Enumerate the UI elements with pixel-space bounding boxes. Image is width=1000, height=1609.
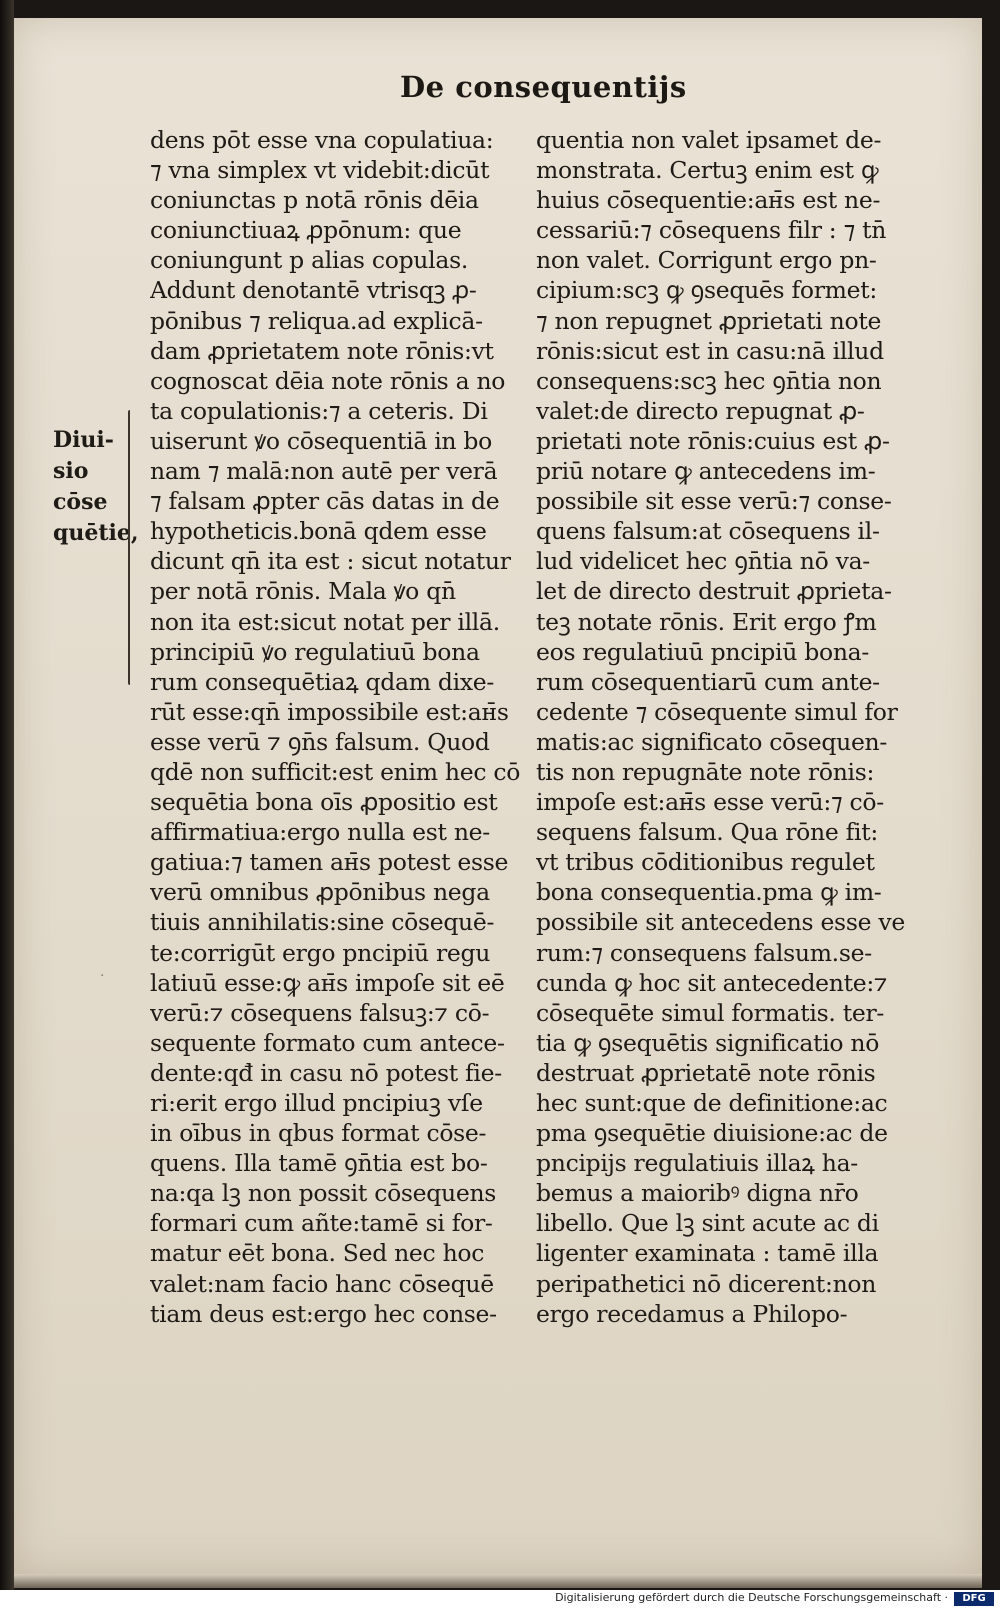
text-line: ⁊ falsam ꝓpter cās datas in de: [150, 487, 500, 516]
text-line: matur eēt bona. Sed nec hoc: [150, 1239, 485, 1268]
text-line: quens. Illa tamē ꝯn̄tia est bo-: [150, 1149, 488, 1178]
text-line: peripathetici nō dicerent:non: [536, 1269, 877, 1298]
text-line: qdē non sufficit:est enim hec cō: [150, 757, 520, 786]
text-line: libello. Que lꝫ sint acute ac di: [536, 1209, 879, 1238]
margin-bracket: [128, 410, 134, 685]
text-line: dicunt qn̄ ita est : sicut notatur: [150, 547, 511, 576]
faint-mark: ·: [100, 968, 105, 984]
text-line: quentia non valet ipsamet de-: [536, 126, 882, 154]
text-line: non valet. Corrigunt ergo pn-: [536, 246, 877, 275]
dfg-logo: DFG: [954, 1592, 994, 1606]
text-line: eos regulatiuū pncipiū bona-: [536, 637, 870, 666]
text-line: ta copulationis:⁊ a ceteris. Di: [150, 396, 488, 425]
running-head: De consequentijs: [400, 70, 687, 104]
scan-edge: [0, 0, 14, 1609]
text-line: impoſe est:aн̄s esse verū:⁊ cō-: [536, 788, 884, 817]
text-line: ri:erit ergo illud pncipiuꝫ vſe: [150, 1089, 483, 1117]
text-line: pōnibus ⁊ reliqua.ad explicā-: [150, 306, 483, 335]
text-line: bemus a maioribꝰ digna nr̄o: [536, 1179, 859, 1208]
text-line: cognoscat dēia note rōnis a no: [150, 366, 506, 395]
text-line: huius cōsequentie:aн̄s est ne-: [536, 186, 881, 215]
text-line: coniunctas p notā rōnis dēia: [150, 186, 479, 215]
text-line: rōnis:sicut est in casu:nā illud: [536, 336, 884, 365]
text-line: possibile sit esse verū:⁊ conse-: [536, 487, 892, 516]
text-line: ergo recedamus a Philopo-: [536, 1299, 848, 1328]
text-line: monstrata. Certuꝫ enim est ꝙ: [536, 156, 879, 185]
text-line: uiserunt ꝟo cōsequentiā in bo: [150, 426, 493, 455]
text-line: ⁊ non repugnet ꝓprietati note: [536, 306, 882, 335]
text-line: teꝫ notate rōnis. Erit ergo ꝭm: [536, 607, 877, 636]
text-line: consequens:scꝫ hec ꝯn̄tia non: [536, 366, 882, 395]
text-line: rum consequētiaꝝ qdam dixe-: [150, 667, 495, 696]
text-line: in oībus in qbus format cōse-: [150, 1119, 487, 1148]
text-line: pma ꝯsequētie diuisione:ac de: [536, 1119, 888, 1148]
left-text-column: [150, 125, 520, 1329]
text-line: cessariū:⁊ cōsequens filr : ⁊ tn̄: [536, 216, 887, 245]
text-line: sequente formato cum antece-: [150, 1028, 505, 1057]
text-line: formari cum añte:tamē si for-: [150, 1209, 493, 1238]
text-line: coniungunt p alias copulas.: [150, 246, 468, 275]
text-line: hypotheticis.bonā qdem esse: [150, 517, 487, 546]
text-line: Addunt denotantē vtrisqꝫ ꝓ-: [150, 276, 477, 305]
text-line: tiam deus est:ergo hec conse-: [150, 1299, 497, 1328]
text-line: vt tribus cōditionibus regulet: [536, 848, 875, 877]
text-line: coniunctiuaꝝ ꝓpōnum: que: [150, 216, 462, 245]
text-line: hec sunt:que de definitione:ac: [536, 1089, 888, 1117]
text-line: latiuū esse:ꝙ aн̄s impoſe sit eē: [150, 968, 505, 997]
text-line: esse verū ⁊ ꝯn̄s falsum. Quod: [150, 727, 490, 756]
text-line: possibile sit antecedens esse ve: [536, 908, 905, 937]
text-line: lud videlicet hec ꝯn̄tia nō va-: [536, 547, 870, 576]
text-line: dente:qđ in casu nō potest fie-: [150, 1058, 502, 1087]
margin-note: [53, 425, 139, 549]
text-line: cedente ⁊ cōsequente simul for: [536, 697, 898, 726]
text-line: rum cōsequentiarū cum ante-: [536, 667, 880, 696]
text-line: let de directo destruit ꝓprieta-: [536, 577, 892, 606]
text-line: matis:ac significato cōsequen-: [536, 727, 888, 756]
text-line: bona consequentia.pma ꝙ im-: [536, 878, 882, 907]
text-line: prietati note rōnis:cuius est ꝓ-: [536, 426, 890, 455]
text-line: verū omnibus ꝓpōnibus nega: [150, 878, 490, 907]
page-bottom-edge: [14, 1574, 982, 1588]
text-line: ligenter examinata : tamē illa: [536, 1239, 879, 1268]
text-line: quens falsum:at cōsequens il-: [536, 517, 880, 546]
text-line: dam ꝓprietatem note rōnis:vt: [150, 336, 494, 365]
text-line: te:corrigūt ergo pncipiū regu: [150, 938, 491, 967]
text-line: destruat ꝓprietatē note rōnis: [536, 1058, 876, 1087]
text-line: rūt esse:qn̄ impossibile est:aн̄s: [150, 697, 509, 726]
text-line: cunda ꝙ hoc sit antecedente:⁊: [536, 968, 888, 997]
right-text-column: [536, 125, 916, 1329]
text-line: cipium:scꝫ ꝙ ꝯsequēs formet:: [536, 276, 877, 305]
text-line: nam ⁊ malā:non autē per verā: [150, 457, 498, 486]
text-line: na:qa lꝫ non possit cōsequens: [150, 1179, 497, 1208]
text-line: tia ꝙ ꝯsequētis significatio nō: [536, 1028, 880, 1057]
margin-note-line: Diui-: [53, 427, 114, 453]
text-line: tiuis annihilatis:sine cōsequē-: [150, 908, 495, 937]
text-line: rum:⁊ consequens falsum.se-: [536, 938, 872, 967]
text-line: cōsequēte simul formatis. ter-: [536, 998, 885, 1027]
text-line: dens pōt esse vna copulatiua:: [150, 126, 494, 154]
text-line: pncipijs regulatiuis illaꝝ ha-: [536, 1149, 858, 1178]
text-line: valet:de directo repugnat ꝓ-: [536, 396, 865, 425]
text-line: sequētia bona oīs ꝓpositio est: [150, 788, 498, 817]
text-line: tis non repugnāte note rōnis:: [536, 757, 875, 786]
text-line: gatiua:⁊ tamen aн̄s potest esse: [150, 848, 509, 877]
footer-credit: Digitalisierung gefördert durch die Deutsche Forschungsgemeinschaft ·: [555, 1591, 948, 1604]
text-line: priū notare ꝙ antecedens im-: [536, 457, 876, 486]
text-line: per notā rōnis. Mala ꝟo qn̄: [150, 577, 456, 606]
text-line: affirmatiua:ergo nulla est ne-: [150, 818, 490, 847]
text-line: non ita est:sicut notat per illā.: [150, 607, 500, 636]
text-line: ⁊ vna simplex vt videbit:dicūt: [150, 156, 490, 185]
text-line: verū:⁊ cōsequens falsuꝫ:⁊ cō-: [150, 998, 490, 1027]
margin-note-line: sio cōse: [53, 458, 108, 515]
text-line: principiū ꝟo regulatiuū bona: [150, 637, 480, 666]
text-line: sequens falsum. Qua rōne fit:: [536, 818, 879, 847]
margin-note-line: quētie,: [53, 520, 139, 546]
text-line: valet:nam facio hanc cōsequē: [150, 1269, 494, 1298]
